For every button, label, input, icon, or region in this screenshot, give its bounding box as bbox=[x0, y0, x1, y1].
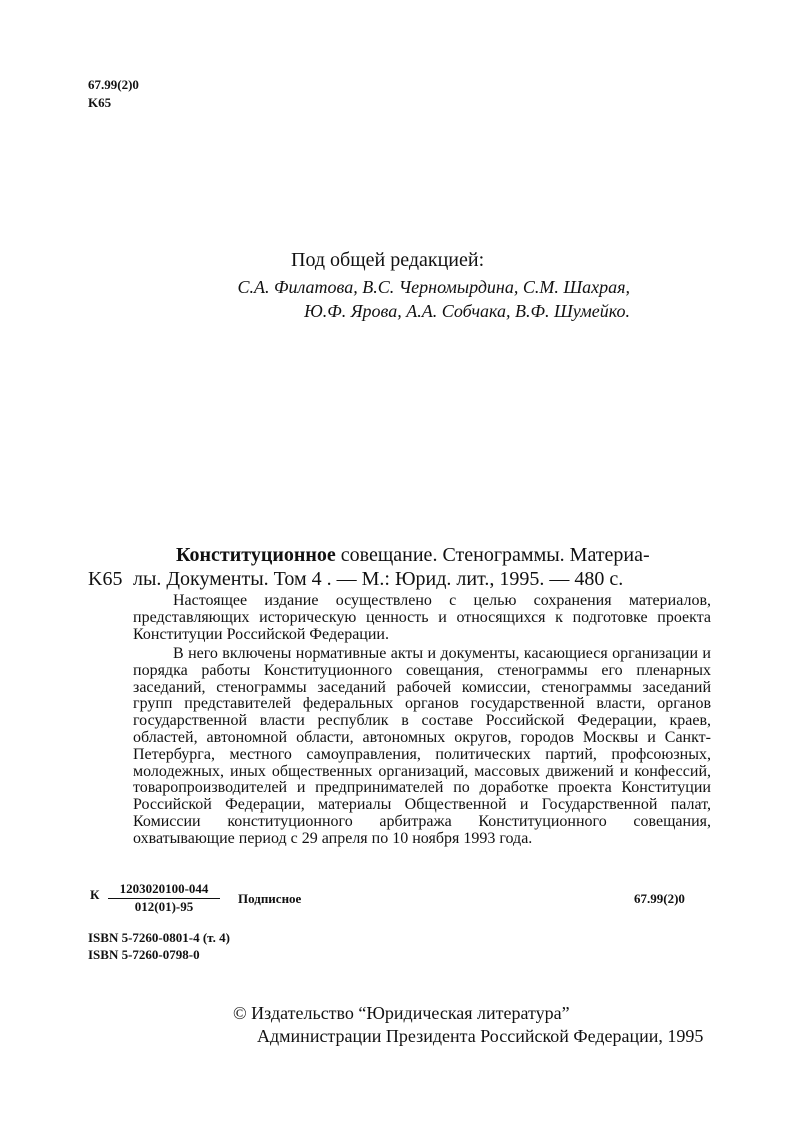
author-sign-code: K65 bbox=[88, 95, 112, 110]
isbn-volume: ISBN 5-7260-0801-4 (т. 4) bbox=[88, 930, 230, 945]
copyright-line-1: © Издательство “Юридическая литература” bbox=[233, 1003, 570, 1023]
annotation-paragraph-2: В него включены нормативные акты и документы, касающиеся организации и порядка работы Конституционного совещания, стенограммы его пленарных заседаний, стенограммы заседаний рабочей комиссии, стенограммы заседаний групп представителей федеральных органов государственной власти, органов государственной власти республик в составе Российской Федерации, краев, областей, автономной области, автономных округов, городов Москвы и Санкт-Петербурга, местного самоуправления, политических партий, профсоюзных, молодежных, иных общественных организаций, массовых движений и конфессий, товаропроизводителей и предпринимателей по доработке проекта Конституции Российской Федерации, материалы Общественной и Государственной палат, Комиссии конституционного арбитража Конституционного совещания, охватывающие период с 29 апреля по 10 ноября 1993 года. bbox=[133, 645, 711, 847]
bibliographic-record-line-2: лы. Документы. Том 4 . — М.: Юрид. лит., 1995. — 480 с. bbox=[133, 568, 624, 590]
bbk-code-top: 67.99(2)0 bbox=[88, 77, 139, 92]
editors-heading: Под общей редакцией: bbox=[291, 249, 485, 271]
title-rest: совещание. Стенограммы. Материа- bbox=[335, 544, 650, 566]
editors-list bbox=[150, 275, 630, 323]
fraction-denominator: 012(01)-95 bbox=[134, 899, 194, 914]
imprint-fraction bbox=[108, 881, 220, 915]
isbn-set: ISBN 5-7260-0798-0 bbox=[88, 947, 200, 962]
fraction-numerator: 1203020100-044 bbox=[108, 881, 220, 899]
annotation-paragraph-1: Настоящее издание осуществлено с целью сохранения материалов, представляющих историческую ценность и относящихся к подготовке проекта Конституции Российской Федерации. bbox=[133, 592, 711, 643]
bibliographic-record bbox=[176, 542, 650, 569]
editors-line-2: Ю.Ф. Ярова, А.А. Собчака, В.Ф. Шумейко. bbox=[304, 301, 630, 321]
k-letter: К bbox=[90, 887, 100, 902]
editors-line-1: С.А. Филатова, В.С. Черномырдина, С.М. Шахрая, bbox=[237, 277, 630, 297]
title-word: Конституционное bbox=[176, 544, 336, 566]
subscription-label: Подписное bbox=[238, 891, 302, 906]
side-code: K65 bbox=[88, 568, 123, 590]
bbk-code-right: 67.99(2)0 bbox=[634, 891, 685, 906]
copyright-line-2: Администрации Президента Российской Федерации, 1995 bbox=[257, 1026, 704, 1046]
